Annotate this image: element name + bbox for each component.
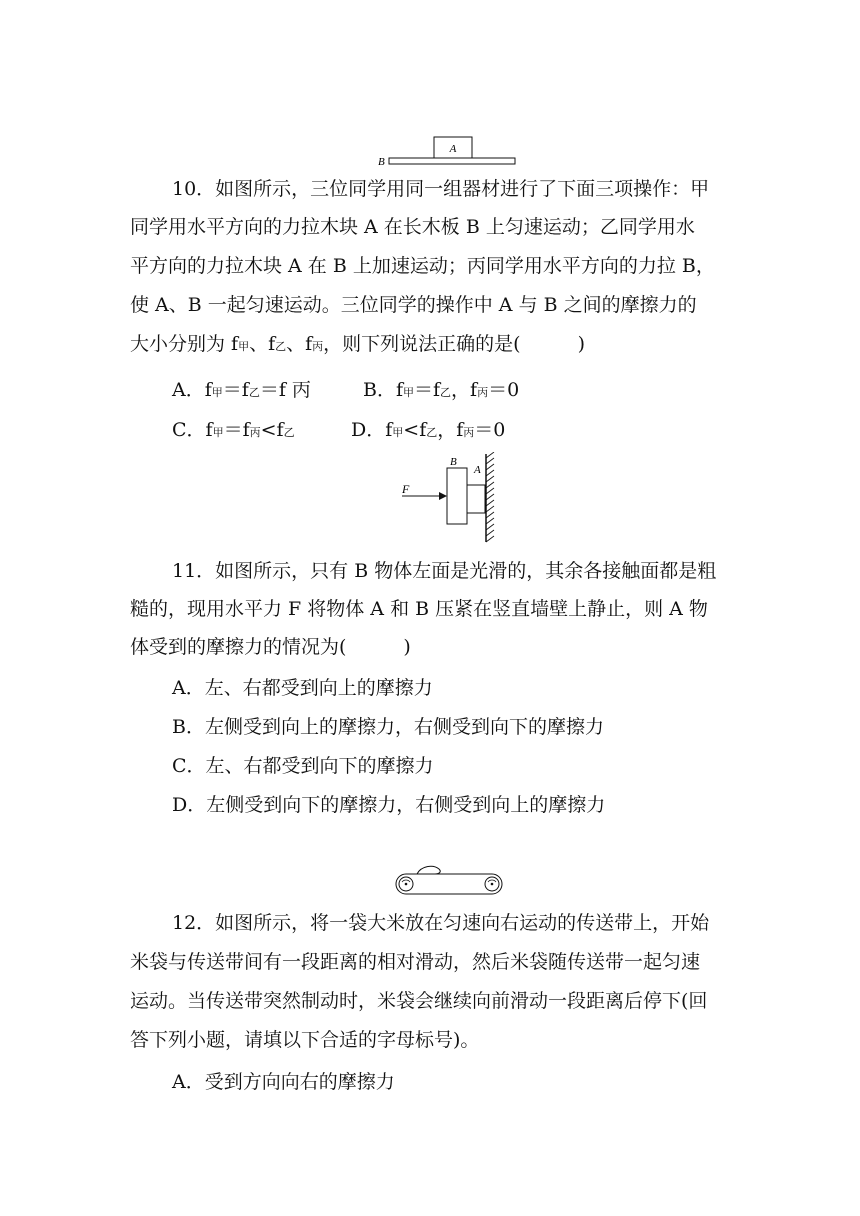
q10-line-2: 同学用水平方向的力拉木块 A 在长木板 B 上匀速运动；乙同学用水 bbox=[130, 216, 695, 238]
block-a bbox=[467, 485, 485, 513]
q11-option-b: B．左侧受到向上的摩擦力，右侧受到向下的摩擦力 bbox=[172, 716, 604, 738]
force-arrowhead bbox=[439, 492, 447, 500]
force-f-label: F bbox=[402, 482, 410, 496]
q10-line-3: 平方向的力拉木块 A 在 B 上加速运动；丙同学用水平方向的力拉 B， bbox=[130, 255, 715, 277]
board-b bbox=[389, 158, 515, 164]
q12-line-1: 12．如图所示，将一袋大米放在匀速向右运动的传送带上，开始 bbox=[172, 912, 710, 934]
conveyor-belt-figure bbox=[393, 860, 505, 900]
q10-option-c: C．f甲＝f丙<f乙 bbox=[172, 419, 295, 441]
q11-option-d: D．左侧受到向下的摩擦力，右侧受到向上的摩擦力 bbox=[172, 794, 606, 816]
q10-line-4: 使 A、B 一起匀速运动。三位同学的操作中 A 与 B 之间的摩擦力的 bbox=[130, 294, 697, 316]
block-on-board-figure bbox=[375, 134, 525, 168]
rice-bag bbox=[417, 866, 440, 874]
right-roller-axle bbox=[491, 883, 494, 886]
right-rotation-arrow-icon bbox=[488, 880, 496, 882]
q10-line-5: 大小分别为 f甲、f乙、f丙，则下列说法正确的是( ) bbox=[130, 333, 585, 355]
q11-option-a: A．左、右都受到向上的摩擦力 bbox=[172, 677, 433, 699]
q10-option-b: B．f甲＝f乙，f丙＝0 bbox=[363, 379, 520, 401]
q12-line-3: 运动。当传送带突然制动时，米袋会继续向前滑动一段距离后停下(回 bbox=[130, 990, 708, 1012]
q12-option-a: A．受到方向向右的摩擦力 bbox=[172, 1071, 395, 1093]
q12-line-4: 答下列小题，请填以下合适的字母标号)。 bbox=[130, 1029, 480, 1051]
q11-line-2: 糙的，现用水平力 F 将物体 A 和 B 压紧在竖直墙壁上静止，则 A 物 bbox=[130, 598, 708, 620]
block-b bbox=[447, 468, 467, 524]
wall-hatching bbox=[486, 452, 494, 542]
q11-line-1: 11．如图所示，只有 B 物体左面是光滑的，其余各接触面都是粗 bbox=[172, 560, 717, 582]
conveyor-belt bbox=[396, 874, 502, 894]
q11-option-c: C．左、右都受到向下的摩擦力 bbox=[172, 755, 434, 777]
wall-blocks-figure bbox=[398, 452, 502, 544]
left-rotation-arrow-icon bbox=[402, 880, 410, 882]
board-b-label: B bbox=[378, 156, 385, 168]
block-b-label: B bbox=[450, 456, 457, 468]
block-a-label: A bbox=[474, 464, 481, 476]
left-roller-axle bbox=[405, 883, 408, 886]
q10-line-1: 10．如图所示，三位同学用同一组器材进行了下面三项操作：甲 bbox=[172, 178, 710, 200]
q12-line-2: 米袋与传送带间有一段距离的相对滑动，然后米袋随传送带一起匀速 bbox=[130, 951, 701, 973]
q10-option-a: A．f甲＝f乙＝f 丙 bbox=[172, 379, 311, 401]
q11-line-3: 体受到的摩擦力的情况为( ) bbox=[130, 636, 411, 658]
block-a-label: A bbox=[449, 143, 457, 155]
q10-option-d: D．f甲<f乙，f丙＝0 bbox=[351, 419, 506, 441]
